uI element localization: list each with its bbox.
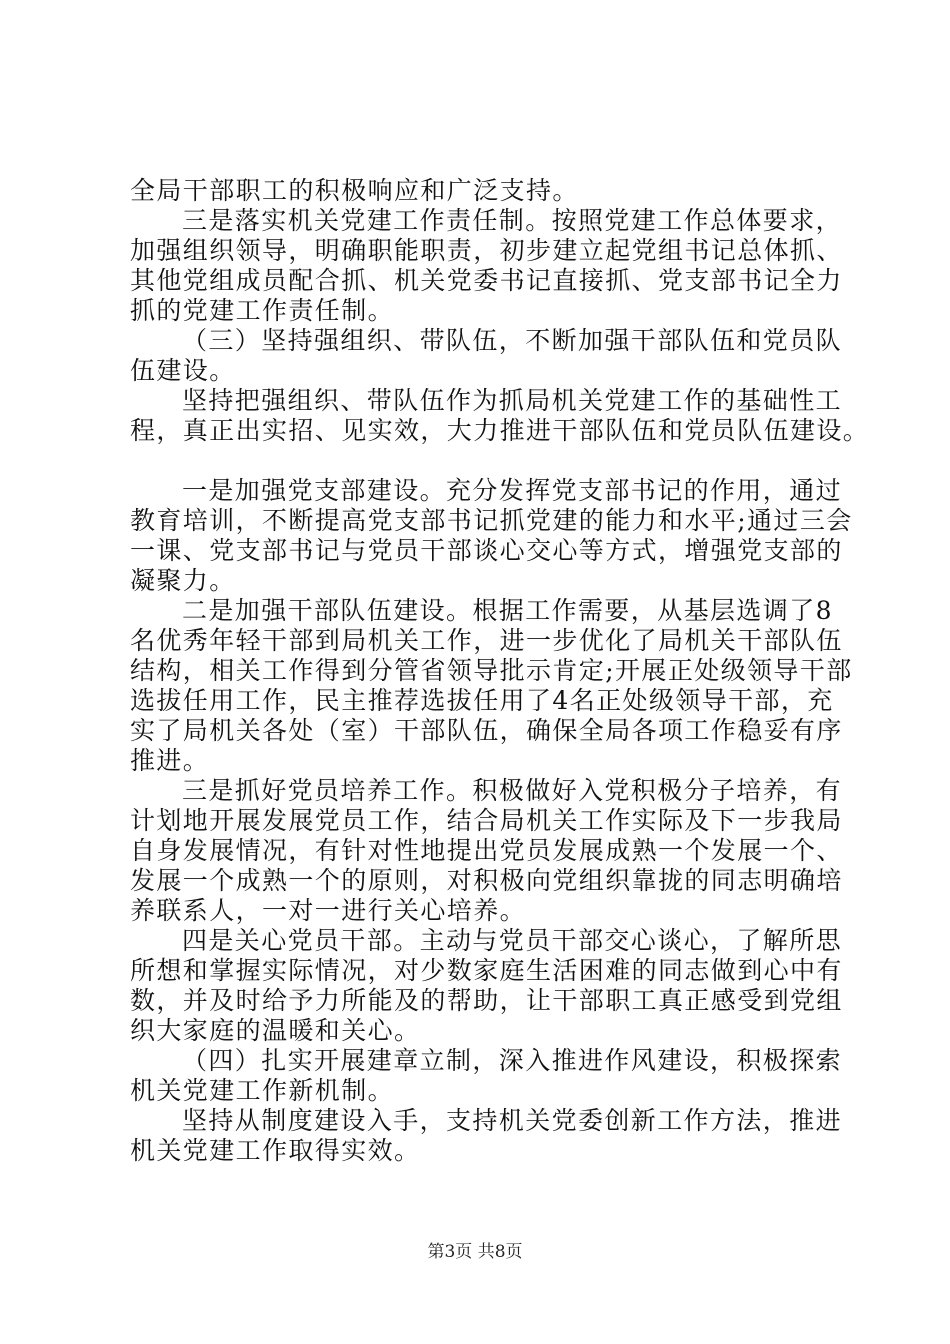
text-line: 三是抓好党员培养工作。积极做好入党积极分子培养，有 bbox=[182, 776, 843, 805]
text-line: 三是落实机关党建工作责任制。按照党建工作总体要求， bbox=[182, 206, 843, 235]
page-footer: 第3页 共8页 bbox=[427, 1242, 523, 1262]
text-line: 四是关心党员干部。主动与党员干部交心谈心，了解所思 bbox=[182, 926, 843, 955]
section-heading-line: （四）扎实开展建章立制，深入推进作风建设，积极探索 bbox=[182, 1046, 843, 1075]
text-line: 教育培训，不断提高党支部书记抓党建的能力和水平;通过三会 bbox=[130, 506, 853, 535]
text-line: 其他党组成员配合抓、机关党委书记直接抓、党支部书记全力 bbox=[130, 266, 843, 295]
section-heading-line: 机关党建工作新机制。 bbox=[130, 1076, 395, 1105]
text-line: 养联系人，一对一进行关心培养。 bbox=[130, 896, 527, 925]
section-heading-line: （三）坚持强组织、带队伍，不断加强干部队伍和党员队 bbox=[182, 326, 843, 355]
text-line: 名优秀年轻干部到局机关工作，进一步优化了局机关干部队伍 bbox=[130, 626, 843, 655]
text-line: 一是加强党支部建设。充分发挥党支部书记的作用，通过 bbox=[182, 476, 843, 505]
text-line: 结构，相关工作得到分管省领导批示肯定;开展正处级领导干部 bbox=[130, 656, 853, 685]
text-line: 全局干部职工的积极响应和广泛支持。 bbox=[130, 176, 579, 205]
text-line: 坚持从制度建设入手，支持机关党委创新工作方法，推进 bbox=[182, 1106, 843, 1135]
text-line: 一课、党支部书记与党员干部谈心交心等方式，增强党支部的 bbox=[130, 536, 843, 565]
text-line: 自身发展情况，有针对性地提出党员发展成熟一个发展一个、 bbox=[130, 836, 843, 865]
text-line: 选拔任用工作，民主推荐选拔任用了4名正处级领导干部，充 bbox=[130, 686, 834, 715]
text-line: 坚持把强组织、带队伍作为抓局机关党建工作的基础性工 bbox=[182, 386, 843, 415]
text-line: 织大家庭的温暖和关心。 bbox=[130, 1016, 421, 1045]
text-line: 凝聚力。 bbox=[130, 566, 236, 595]
text-line: 二是加强干部队伍建设。根据工作需要，从基层选调了8 bbox=[182, 596, 833, 625]
text-line: 数，并及时给予力所能及的帮助，让干部职工真正感受到党组 bbox=[130, 986, 843, 1015]
text-line: 推进。 bbox=[130, 746, 210, 775]
text-line: 发展一个成熟一个的原则，对积极向党组织靠拢的同志明确培 bbox=[130, 866, 843, 895]
text-line: 程，真正出实招、见实效，大力推进干部队伍和党员队伍建设。 bbox=[130, 416, 870, 445]
text-line: 机关党建工作取得实效。 bbox=[130, 1136, 421, 1165]
text-line: 加强组织领导，明确职能职责，初步建立起党组书记总体抓、 bbox=[130, 236, 843, 265]
text-line: 所想和掌握实际情况，对少数家庭生活困难的同志做到心中有 bbox=[130, 956, 843, 985]
text-line: 抓的党建工作责任制。 bbox=[130, 296, 395, 325]
text-line: 计划地开展发展党员工作，结合局机关工作实际及下一步我局 bbox=[130, 806, 843, 835]
text-line: 实了局机关各处（室）干部队伍，确保全局各项工作稳妥有序 bbox=[130, 716, 843, 745]
document-body bbox=[130, 176, 870, 1166]
section-heading-line: 伍建设。 bbox=[130, 356, 236, 385]
